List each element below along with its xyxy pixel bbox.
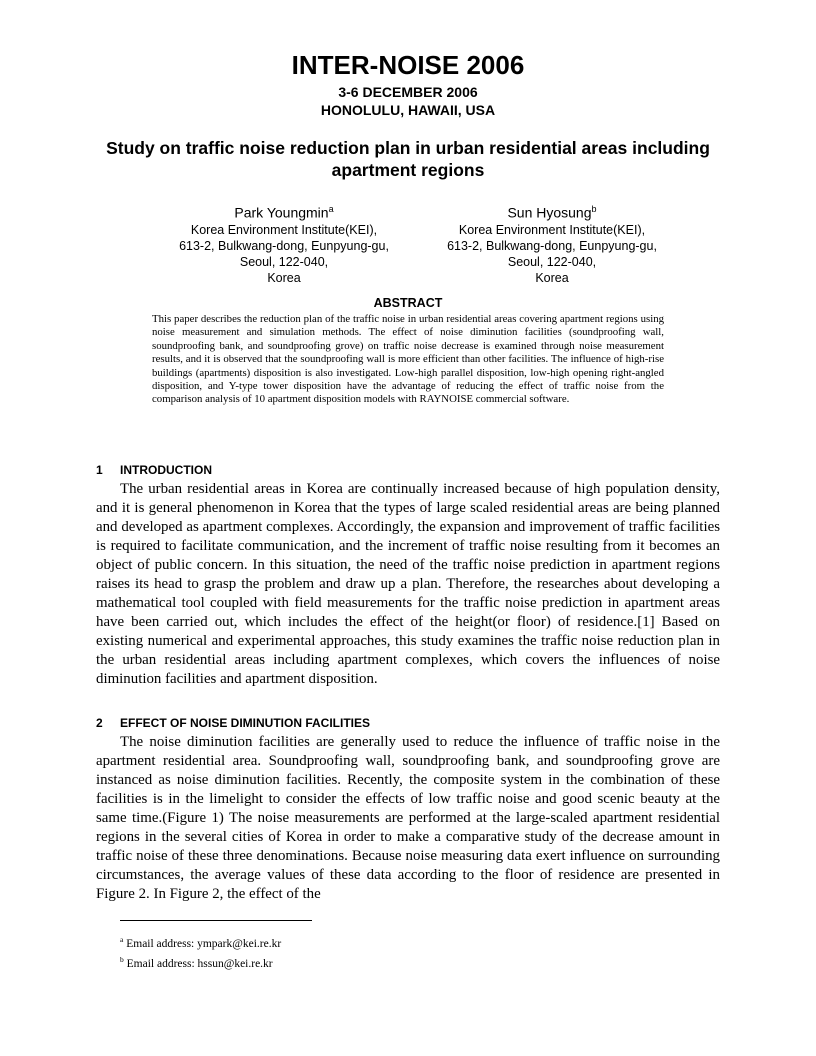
section-title: INTRODUCTION bbox=[120, 463, 212, 477]
footnote-divider bbox=[120, 920, 312, 921]
footnote-mark: a bbox=[120, 935, 124, 944]
author-footnote-mark: a bbox=[328, 204, 334, 214]
author-name: Park Youngmin bbox=[234, 204, 329, 221]
abstract-text: This paper describes the reduction plan of the traffic noise in urban residential areas covering apartment regions using noise measurement and simulation methods. The effect of noise diminution facilities (soundproofing wall, soundproofing bank, and soundproofing grove) on traffic noise decrease is examined through noise measurement results, and it is observed that the soundproofing wall is more efficient than other facilities. The influence of high-rise buildings (apartments) disposition is also investigated. Low-high parallel disposition, low-high opening right-angled disposition, and Y-type tower disposition have the advantage of reducing the effect of traffic noise from the comparison analysis of 10 apartment disposition models with RAYNOISE commercial software. bbox=[152, 313, 664, 406]
author-country: Korea bbox=[535, 270, 569, 285]
author-institute: Korea Environment Institute(KEI), bbox=[458, 222, 646, 237]
conference-title: INTER-NOISE 2006 bbox=[291, 50, 525, 80]
section-heading bbox=[96, 716, 370, 730]
footnotes bbox=[120, 932, 281, 972]
conference-location: HONOLULU, HAWAII, USA bbox=[320, 102, 496, 118]
author-name-line bbox=[402, 200, 702, 222]
section-number: 2 bbox=[96, 716, 103, 730]
paper-title: Study on traffic noise reduction plan in urban residential areas including apartment regions bbox=[106, 138, 710, 180]
footnote bbox=[120, 952, 281, 972]
section-number: 1 bbox=[96, 463, 103, 477]
section-paragraph: The urban residential areas in Korea are continually increased because of high population density, and it is general phenomenon in Korea that the types of large scaled residential areas are being planned and developed as apartment complexes. Accordingly, the expansion and improvement of traffic facilities is required to facilitate communication, and the increment of traffic noise resulting from it becomes an object of public concern. In this situation, the need of the traffic noise prediction in apartment regions raises its head to grasp the problem and draw up a plan. Therefore, the researches about developing a mathematical tool coupled with field measurements for the traffic noise prediction in apartment areas have been carried out, which includes the effect of the height(or floor) of residence.[1] Based on existing numerical and experimental approaches, this study examines the traffic noise reduction plan in the urban residential areas including apartment complexes, which covers the influences of noise diminution facilities and apartment disposition. bbox=[96, 481, 720, 687]
author-institute: Korea Environment Institute(KEI), bbox=[190, 222, 378, 237]
author-block bbox=[134, 200, 434, 286]
abstract-heading: ABSTRACT bbox=[373, 296, 443, 310]
author-name: Sun Hyosung bbox=[507, 204, 592, 221]
footnote bbox=[120, 932, 281, 952]
author-city: Seoul, 122-040, bbox=[239, 254, 329, 269]
section-paragraph: The noise diminution facilities are generally used to reduce the influence of traffic noise in the apartment residential area. Soundproofing wall, soundproofing bank, and soundproofing grove are instanced as noise diminution facilities. Recently, the composite system in the combination of these facilities is in the limelight to consider the effects of low traffic noise and good scenic beauty at the same time.(Figure 1) The noise measurements are performed at the large-scaled apartment residential regions in the several cities of Korea in order to make a comparative study of the decrease amount in traffic noise of these three denominations. Because noise measuring data exert influence on surrounding circumstances, the average values of these data according to the floor of residence are presented in Figure 2. In Figure 2, the effect of the bbox=[96, 734, 720, 902]
footnote-mark: b bbox=[120, 954, 124, 964]
footnote-text: Email address: hssun@kei.re.kr bbox=[126, 957, 273, 970]
conference-dates: 3-6 DECEMBER 2006 bbox=[338, 84, 478, 100]
author-address: 613-2, Bulkwang-dong, Eunpyung-gu, bbox=[447, 238, 657, 253]
section-heading bbox=[96, 463, 212, 477]
section-title: EFFECT OF NOISE DIMINUTION FACILITIES bbox=[120, 716, 371, 730]
author-block bbox=[402, 200, 702, 286]
author-city: Seoul, 122-040, bbox=[507, 254, 597, 269]
author-name-line bbox=[134, 200, 434, 222]
footnote-text: Email address: ympark@kei.re.kr bbox=[126, 937, 282, 950]
author-country: Korea bbox=[267, 270, 301, 285]
author-footnote-mark: b bbox=[591, 204, 597, 214]
author-address: 613-2, Bulkwang-dong, Eunpyung-gu, bbox=[179, 238, 389, 253]
